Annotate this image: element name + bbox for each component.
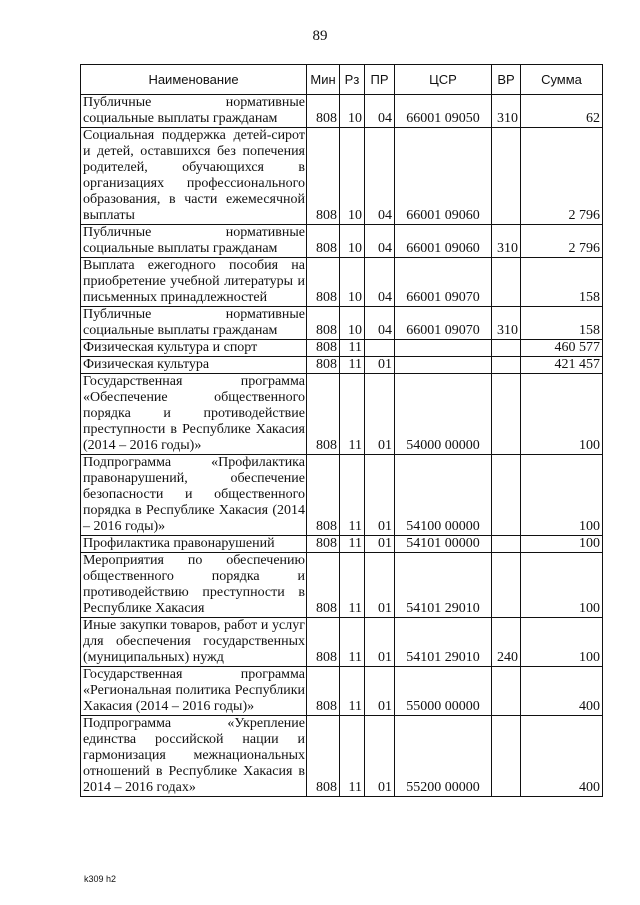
row-rz: 11 bbox=[340, 340, 365, 357]
row-sum: 400 bbox=[521, 716, 603, 797]
footer-code: k309 h2 bbox=[84, 874, 117, 884]
table-row bbox=[81, 455, 603, 536]
row-name: Подпрограмма «Профилактика правонарушений, обеспечение безопасности и общественного порядка в Республике Хакасия (2014 – 2016 годы)» bbox=[81, 455, 307, 536]
row-csr: 66001 09060 bbox=[395, 225, 492, 258]
row-sum: 158 bbox=[521, 307, 603, 340]
row-sum: 62 bbox=[521, 95, 603, 128]
row-vr: 240 bbox=[492, 618, 521, 667]
row-rz: 10 bbox=[340, 225, 365, 258]
row-min: 808 bbox=[307, 667, 340, 716]
row-vr bbox=[492, 536, 521, 553]
row-csr: 66001 09060 bbox=[395, 128, 492, 225]
table-row bbox=[81, 357, 603, 374]
row-vr: 310 bbox=[492, 225, 521, 258]
table-row bbox=[81, 536, 603, 553]
row-min: 808 bbox=[307, 536, 340, 553]
row-min: 808 bbox=[307, 128, 340, 225]
row-pr bbox=[365, 340, 395, 357]
row-sum: 100 bbox=[521, 553, 603, 618]
row-sum: 2 796 bbox=[521, 225, 603, 258]
header-name: Наименование bbox=[81, 65, 307, 95]
row-rz: 10 bbox=[340, 307, 365, 340]
header-pr: ПР bbox=[365, 65, 395, 95]
row-pr: 04 bbox=[365, 95, 395, 128]
row-csr: 54101 00000 bbox=[395, 536, 492, 553]
row-name: Государственная программа «Обеспечение общественного порядка и противодействие преступности в Республике Хакасия (2014 – 2016 годы)» bbox=[81, 374, 307, 455]
row-csr: 66001 09050 bbox=[395, 95, 492, 128]
row-sum: 100 bbox=[521, 374, 603, 455]
row-rz: 10 bbox=[340, 95, 365, 128]
row-vr bbox=[492, 128, 521, 225]
row-vr bbox=[492, 667, 521, 716]
row-csr: 54101 29010 bbox=[395, 553, 492, 618]
table-row bbox=[81, 553, 603, 618]
row-min: 808 bbox=[307, 618, 340, 667]
row-name: Физическая культура bbox=[81, 357, 307, 374]
row-rz: 11 bbox=[340, 536, 365, 553]
row-name: Мероприятия по обеспечению общественного порядка и противодействию преступности в Республике Хакасия bbox=[81, 553, 307, 618]
table-header-row bbox=[81, 65, 603, 95]
budget-table bbox=[80, 64, 603, 797]
row-sum: 100 bbox=[521, 536, 603, 553]
row-pr: 04 bbox=[365, 258, 395, 307]
row-name: Социальная поддержка детей-сирот и детей, оставшихся без попечения родителей, обучающихся в организациях профессионального образования, в части ежемесячной выплаты bbox=[81, 128, 307, 225]
row-rz: 10 bbox=[340, 258, 365, 307]
table-row bbox=[81, 95, 603, 128]
row-min: 808 bbox=[307, 258, 340, 307]
row-sum: 400 bbox=[521, 667, 603, 716]
row-csr bbox=[395, 357, 492, 374]
row-name: Выплата ежегодного пособия на приобретение учебной литературы и письменных принадлежностей bbox=[81, 258, 307, 307]
row-sum: 2 796 bbox=[521, 128, 603, 225]
row-name: Подпрограмма «Укрепление единства российской нации и гармонизация межнациональных отношений в Республике Хакасия в 2014 – 2016 годах» bbox=[81, 716, 307, 797]
row-csr: 54101 29010 bbox=[395, 618, 492, 667]
row-vr bbox=[492, 553, 521, 618]
row-csr: 66001 09070 bbox=[395, 307, 492, 340]
row-pr: 01 bbox=[365, 553, 395, 618]
table-row bbox=[81, 667, 603, 716]
row-min: 808 bbox=[307, 340, 340, 357]
row-name: Государственная программа «Региональная политика Республики Хакасия (2014 – 2016 годы)» bbox=[81, 667, 307, 716]
row-min: 808 bbox=[307, 307, 340, 340]
table-row bbox=[81, 618, 603, 667]
row-csr: 55200 00000 bbox=[395, 716, 492, 797]
row-csr: 55000 00000 bbox=[395, 667, 492, 716]
row-pr: 01 bbox=[365, 374, 395, 455]
row-min: 808 bbox=[307, 716, 340, 797]
row-pr: 01 bbox=[365, 455, 395, 536]
row-vr bbox=[492, 357, 521, 374]
row-csr: 66001 09070 bbox=[395, 258, 492, 307]
table-row bbox=[81, 258, 603, 307]
row-csr bbox=[395, 340, 492, 357]
row-vr bbox=[492, 716, 521, 797]
row-pr: 01 bbox=[365, 536, 395, 553]
row-sum: 421 457 bbox=[521, 357, 603, 374]
row-pr: 04 bbox=[365, 225, 395, 258]
row-name: Иные закупки товаров, работ и услуг для обеспечения государственных (муниципальных) нужд bbox=[81, 618, 307, 667]
row-vr: 310 bbox=[492, 95, 521, 128]
row-min: 808 bbox=[307, 553, 340, 618]
row-name: Публичные нормативные социальные выплаты гражданам bbox=[81, 95, 307, 128]
header-vr: ВР bbox=[492, 65, 521, 95]
row-pr: 01 bbox=[365, 667, 395, 716]
row-csr: 54000 00000 bbox=[395, 374, 492, 455]
table-row bbox=[81, 340, 603, 357]
row-rz: 11 bbox=[340, 553, 365, 618]
row-vr bbox=[492, 455, 521, 536]
row-rz: 11 bbox=[340, 618, 365, 667]
row-rz: 10 bbox=[340, 128, 365, 225]
row-rz: 11 bbox=[340, 374, 365, 455]
header-csr: ЦСР bbox=[395, 65, 492, 95]
row-min: 808 bbox=[307, 225, 340, 258]
row-min: 808 bbox=[307, 95, 340, 128]
row-name: Профилактика правонарушений bbox=[81, 536, 307, 553]
row-pr: 04 bbox=[365, 307, 395, 340]
table-row bbox=[81, 128, 603, 225]
row-vr bbox=[492, 258, 521, 307]
row-name: Физическая культура и спорт bbox=[81, 340, 307, 357]
row-rz: 11 bbox=[340, 716, 365, 797]
row-min: 808 bbox=[307, 357, 340, 374]
row-vr bbox=[492, 340, 521, 357]
page-number: 89 bbox=[312, 28, 328, 44]
row-sum: 100 bbox=[521, 455, 603, 536]
row-csr: 54100 00000 bbox=[395, 455, 492, 536]
row-rz: 11 bbox=[340, 667, 365, 716]
header-min: Мин bbox=[307, 65, 340, 95]
row-sum: 460 577 bbox=[521, 340, 603, 357]
row-rz: 11 bbox=[340, 455, 365, 536]
row-sum: 100 bbox=[521, 618, 603, 667]
row-name: Публичные нормативные социальные выплаты гражданам bbox=[81, 307, 307, 340]
row-pr: 01 bbox=[365, 618, 395, 667]
table-row bbox=[81, 374, 603, 455]
row-name: Публичные нормативные социальные выплаты гражданам bbox=[81, 225, 307, 258]
row-sum: 158 bbox=[521, 258, 603, 307]
table-row bbox=[81, 225, 603, 258]
row-pr: 01 bbox=[365, 716, 395, 797]
row-rz: 11 bbox=[340, 357, 365, 374]
table-row bbox=[81, 307, 603, 340]
row-pr: 04 bbox=[365, 128, 395, 225]
row-min: 808 bbox=[307, 455, 340, 536]
header-sum: Сумма bbox=[521, 65, 603, 95]
row-vr: 310 bbox=[492, 307, 521, 340]
row-vr bbox=[492, 374, 521, 455]
table-row bbox=[81, 716, 603, 797]
row-min: 808 bbox=[307, 374, 340, 455]
row-pr: 01 bbox=[365, 357, 395, 374]
header-rz: Рз bbox=[340, 65, 365, 95]
